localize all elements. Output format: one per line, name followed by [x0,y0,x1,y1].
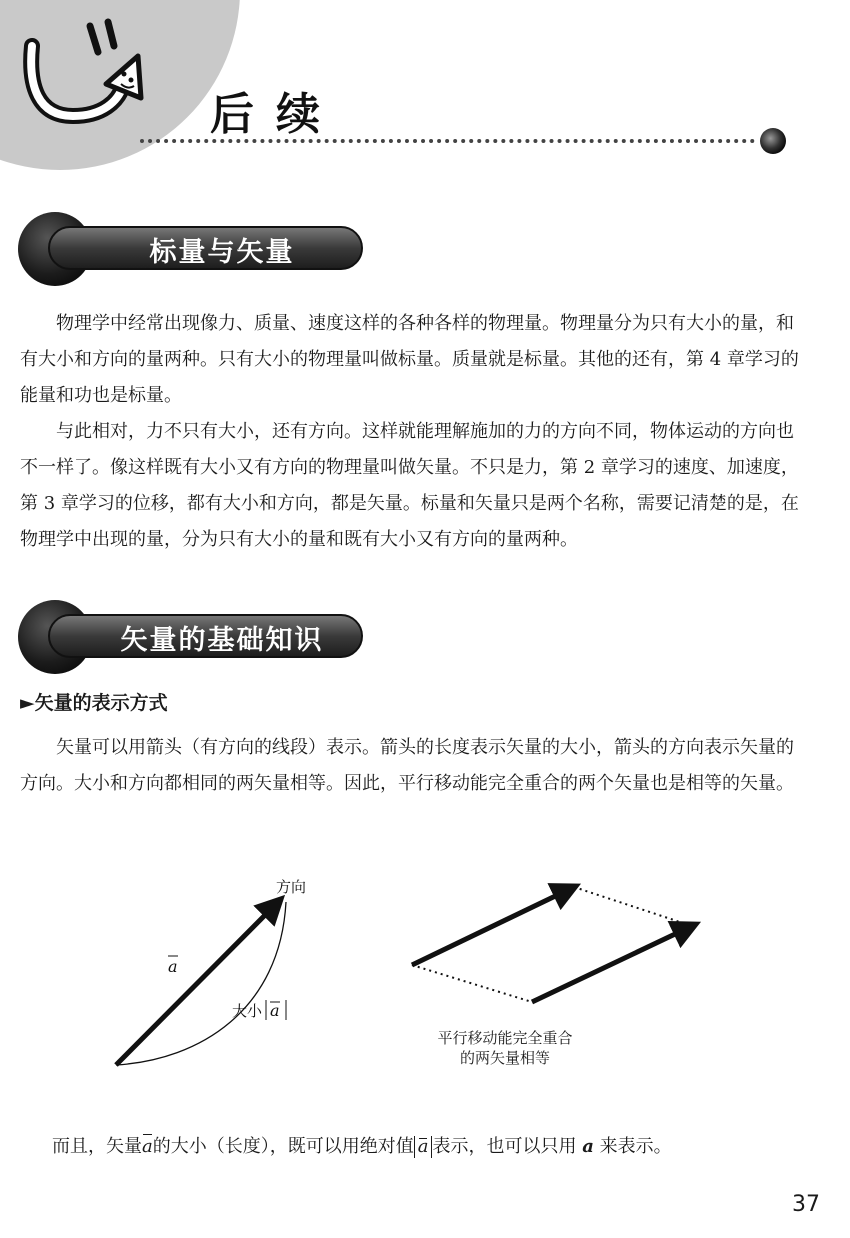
direction-label: 方向 [276,878,307,896]
bottom-text-4: 来表示。 [599,1136,672,1157]
dotted-connector-right [574,887,692,926]
vector-a-arrow [116,902,278,1065]
dotted-line-end-ball [760,128,786,154]
dotted-connector-left [412,965,532,1002]
bottom-sentence [52,1132,672,1162]
bottom-text-3: 表示，也可以只用 [432,1136,577,1157]
section-title: 标量与矢量 [149,237,295,268]
vector-symbol-inline: a [142,1132,153,1162]
caption-line-1: 平行移动能完全重合 [437,1029,573,1047]
absolute-value [414,1136,433,1158]
magnitude-label: 大小 [232,1002,263,1020]
return-arrow-icon [18,16,148,136]
section-heading-scalar-vector [18,210,368,284]
bottom-text-2: 的大小（长度），既可以用绝对值 [152,1136,414,1157]
section-heading-vector-basics [18,598,368,672]
diagram-caption [405,1028,605,1068]
caption-line-2: 的两矢量相等 [459,1049,550,1067]
parallel-vector-upper [412,888,572,965]
chapter-title: 后续 [210,89,342,140]
bottom-text-1: 而且，矢量 [52,1136,142,1157]
vector-a-symbol: a [168,957,178,976]
section-title: 矢量的基础知识 [120,625,324,656]
header-dotted-line [140,139,755,143]
magnitude-symbol: a [270,1001,280,1020]
abs-vector-symbol: a [417,1136,429,1157]
paragraph: 与此相对，力不只有大小，还有方向。这样就能理解施加的力的方向不同，物体运动的方向也不一样了。像这样既有大小又有方向的物理量叫做矢量。不只是力，第 2 章学习的速度、加速度，第 3 章学习的位移，都有大小和方向，都是矢量。标量和矢量只是两个名称，需要记清楚的是，在物理学中出现的量，分为只有大小的量和既有大小又有方向的量两种。 [20,421,799,550]
subheading: ►矢量的表示方式 [20,692,168,714]
parallel-vector-lower [532,926,692,1002]
bold-symbol: a [582,1136,594,1157]
paragraph: 物理学中经常出现像力、质量、速度这样的各种各样的物理量。物理量分为只有大小的量，和有大小和方向的量两种。只有大小的物理量叫做标量。质量就是标量。其他的还有，第 4 章学习的能量和功也是标量。 [20,313,799,406]
page-number: 37 [792,1192,820,1217]
paragraph: 矢量可以用箭头（有方向的线段）表示。箭头的长度表示矢量的大小，箭头的方向表示矢量的方向。大小和方向都相同的两矢量相等。因此，平行移动能完全重合的两个矢量也是相等的矢量。 [20,737,794,794]
vector-diagram [0,860,850,1110]
